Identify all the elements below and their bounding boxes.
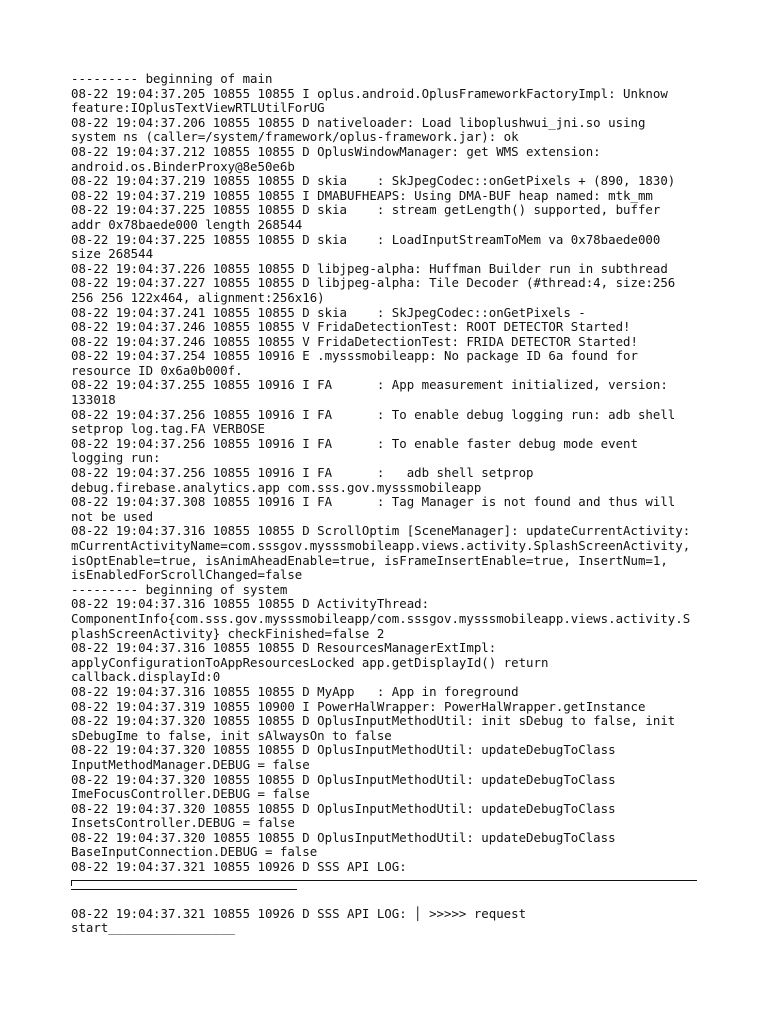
log-line: 08-22 19:04:37.219 10855 10855 D skia : SkJpegCodec::onGetPixels + (890, 1830) (71, 173, 676, 189)
log-line: 08-22 19:04:37.225 10855 10855 D skia : LoadInputStreamToMem va 0x78baede000 (71, 231, 661, 247)
log-line: 08-22 19:04:37.320 10855 10855 D OplusInputMethodUtil: init sDebug to false, init (71, 713, 676, 729)
log-line: 08-22 19:04:37.320 10855 10855 D OplusInputMethodUtil: updateDebugToClass (71, 800, 616, 816)
log-line: 08-22 19:04:37.320 10855 10855 D OplusInputMethodUtil: updateDebugToClass (71, 742, 616, 758)
log-line: 08-22 19:04:37.316 10855 10855 D ResourcesManagerExtImpl: (71, 640, 497, 656)
log-line: logging run: (71, 450, 161, 466)
log-line: plashScreenActivity} checkFinished=false 2 (71, 625, 385, 641)
log-line: resource ID 0x6a0b000f. (71, 362, 243, 378)
log-line: 08-22 19:04:37.321 10855 10926 D SSS API LOG: (71, 859, 407, 875)
log-line: 08-22 19:04:37.319 10855 10900 I PowerHalWrapper: PowerHalWrapper.getInstance (71, 698, 646, 714)
log-line: not be used (71, 508, 154, 524)
log-line: 08-22 19:04:37.316 10855 10855 D ScrollOptim [SceneManager]: updateCurrentActivity: (71, 523, 691, 539)
log-line: 08-22 19:04:37.256 10855 10916 I FA : To enable debug logging run: adb shell (71, 406, 676, 422)
log-line: 256 256 122x464, alignment:256x16) (71, 289, 325, 305)
log-line: callback.displayId:0 (71, 669, 221, 685)
log-line: debug.firebase.analytics.app com.sss.gov.mysssmobileapp (71, 479, 482, 495)
log-line: sDebugIme to false, init sAlwaysOn to false (71, 727, 392, 743)
log-lines (71, 72, 711, 875)
log-line: isOptEnable=true, isAnimAheadEnable=true, isFrameInsertEnable=true, InsertNum=1, (71, 552, 668, 568)
log-line: system ns (caller=/system/framework/oplus-framework.jar): ok (71, 129, 519, 145)
log-line: addr 0x78baede000 length 268544 (71, 216, 303, 232)
log-document (71, 72, 711, 936)
log-line: 08-22 19:04:37.320 10855 10855 D OplusInputMethodUtil: updateDebugToClass (71, 829, 616, 845)
log-line: mCurrentActivityName=com.sssgov.mysssmobileapp.views.activity.SplashScreenActivity, (71, 538, 691, 553)
log-line: 08-22 19:04:37.321 10855 10926 D SSS API LOG: │ >>>>> request (71, 905, 527, 921)
log-line: 08-22 19:04:37.225 10855 10855 D skia : stream getLength() supported, buffer (71, 202, 661, 218)
log-line: 08-22 19:04:37.227 10855 10855 D libjpeg-alpha: Tile Decoder (#thread:4, size:256 (71, 275, 676, 291)
log-line: 08-22 19:04:37.226 10855 10855 D libjpeg-alpha: Huffman Builder run in subthread (71, 260, 668, 276)
log-line: setprop log.tag.FA VERBOSE (71, 421, 265, 437)
log-line: 08-22 19:04:37.308 10855 10916 I FA : Tag Manager is not found and thus will (71, 494, 676, 510)
log-line: 08-22 19:04:37.241 10855 10855 D skia : SkJpegCodec::onGetPixels - (71, 304, 586, 320)
log-line: 133018 (71, 392, 116, 408)
log-line: 08-22 19:04:37.320 10855 10855 D OplusInputMethodUtil: updateDebugToClass (71, 771, 616, 787)
log-line: feature:IOplusTextViewRTLUtilForUG (71, 100, 325, 116)
log-line: 08-22 19:04:37.212 10855 10855 D OplusWindowManager: get WMS extension: (71, 143, 601, 159)
log-line: 08-22 19:04:37.205 10855 10855 I oplus.android.OplusFrameworkFactoryImpl: Unknow (71, 85, 668, 101)
log-line: InsetsController.DEBUG = false (71, 815, 295, 831)
log-tail-lines (71, 907, 711, 936)
log-line: ImeFocusController.DEBUG = false (71, 786, 310, 802)
log-line: android.os.BinderProxy@8e50e6b (71, 158, 295, 174)
log-line: 08-22 19:04:37.255 10855 10916 I FA : App measurement initialized, version: (71, 377, 668, 393)
log-line: 08-22 19:04:37.206 10855 10855 D nativeloader: Load liboplushwui_jni.so using (71, 114, 646, 130)
log-line: --------- beginning of system (71, 581, 288, 597)
log-line: 08-22 19:04:37.254 10855 10916 E .mysssmobileapp: No package ID 6a found for (71, 348, 638, 364)
log-line: --------- beginning of main (71, 71, 273, 86)
log-line: 08-22 19:04:37.246 10855 10855 V FridaDetectionTest: ROOT DETECTOR Started! (71, 319, 631, 335)
log-line: 08-22 19:04:37.219 10855 10855 I DMABUFHEAPS: Using DMA-BUF heap named: mtk_mm (71, 187, 653, 203)
log-line: isEnabledForScrollChanged=false (71, 567, 303, 583)
log-line: 08-22 19:04:37.256 10855 10916 I FA : To enable faster debug mode event (71, 435, 638, 451)
log-line: applyConfigurationToAppResourcesLocked app.getDisplayId() return (71, 654, 549, 670)
log-line: 08-22 19:04:37.316 10855 10855 D MyApp : App in foreground (71, 683, 519, 699)
log-line: start_________________ (71, 920, 236, 936)
log-line: BaseInputConnection.DEBUG = false (71, 844, 318, 860)
log-line: size 268544 (71, 246, 154, 262)
log-line: 08-22 19:04:37.246 10855 10855 V FridaDetectionTest: FRIDA DETECTOR Started! (71, 333, 638, 349)
box-second-rule (71, 885, 711, 897)
log-line: 08-22 19:04:37.316 10855 10855 D ActivityThread: (71, 596, 430, 612)
box-top-rule (71, 875, 711, 885)
log-line: ComponentInfo{com.sss.gov.mysssmobileapp/com.sssgov.mysssmobileapp.views.activity.S (71, 610, 691, 626)
log-line: InputMethodManager.DEBUG = false (71, 756, 310, 772)
log-line: 08-22 19:04:37.256 10855 10916 I FA : adb shell setprop (71, 465, 534, 481)
